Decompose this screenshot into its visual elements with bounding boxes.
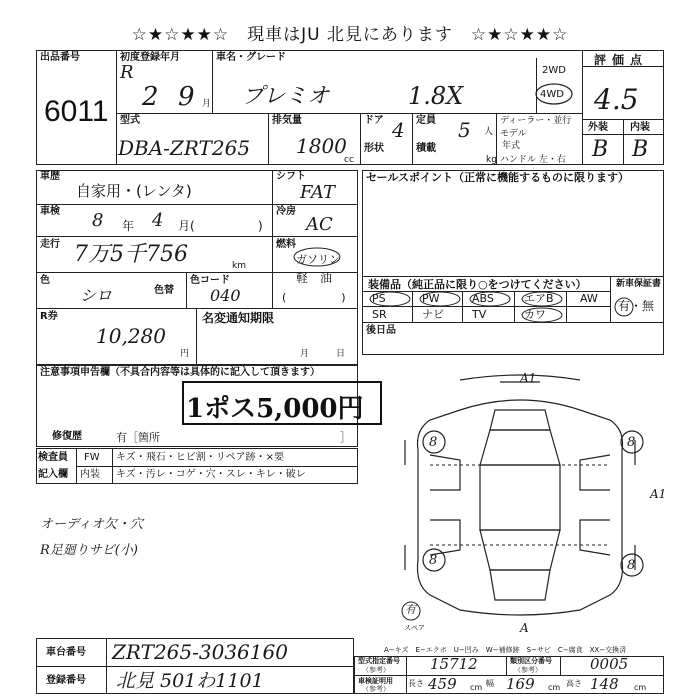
diagram-eight-fl: 8 [429, 435, 438, 450]
recycle-label: R券 [40, 311, 58, 322]
class-label: 類別区分番号 [510, 657, 552, 665]
inspector-label-2: 記入欄 [38, 469, 68, 480]
katashiki-label: 型式 [120, 115, 140, 126]
lot-number: 6011 [44, 95, 109, 128]
equipment-item: エアB [524, 292, 554, 305]
height-unit: cm [634, 683, 647, 692]
notes-stamp: 1ポス5,000円 [186, 394, 364, 424]
equipment-item: PW [422, 292, 440, 305]
type-sub: （参考） [362, 666, 390, 674]
color-change-label: 色替 [154, 285, 174, 296]
capacity-unit: 人 [484, 127, 494, 137]
int-score: B [632, 137, 649, 162]
drive-2wd: 2WD [542, 65, 566, 76]
first-reg-label: 初度登録年月 [120, 52, 180, 63]
header-banner: ☆★☆★★☆ 現車はJU 北見にあります ☆★☆★★☆ [131, 25, 569, 45]
score-value: 4.5 [594, 83, 639, 116]
diagram-eight-fr: 8 [627, 435, 636, 450]
width-unit: cm [548, 683, 561, 692]
mileage-unit: km [232, 261, 246, 271]
remark-line-1: オーディオ欠・穴 [40, 517, 143, 532]
name-change-day: 日 [336, 349, 346, 359]
ac-value: AC [306, 214, 333, 235]
len-unit: cm [470, 683, 483, 692]
diagram-eight-rr: 8 [627, 558, 636, 573]
equipment-item: AW [580, 292, 598, 305]
displacement-label: 排気量 [272, 115, 302, 126]
height-label: 高さ [566, 679, 582, 688]
type-value: 15712 [430, 655, 478, 673]
diagram-a-bottom: A [520, 621, 529, 635]
repair-value: 有［箇所 [116, 431, 160, 444]
repair-label: 修復歴 [52, 431, 82, 442]
ac-label: 冷房 [276, 206, 296, 217]
shape-label: 形状 [364, 143, 384, 154]
score-label: 評価点 [594, 53, 649, 67]
first-reg-era: R [120, 62, 134, 83]
notes-label: 注意事項申告欄（不具合内容等は具体的に記入して頂きます） [40, 367, 320, 378]
warranty-circle [612, 296, 636, 318]
mileage-label: 走行 [40, 239, 60, 250]
equipment-label: 装備品（純正品に限り○をつけてください） [368, 278, 587, 291]
remark-line-2: R足廻りサビ(小) [40, 543, 138, 558]
legend-text: A−キズ E−エクボ U−凹み W−補修跡 S−サビ C−腐食 XX−交換済 [384, 646, 627, 654]
diagram-a1-top: A1 [520, 371, 537, 385]
doors-value: 4 [392, 118, 405, 142]
spare-value: 有 [405, 603, 416, 616]
first-reg-year: 2 [142, 82, 159, 112]
fuel-label: 燃料 [276, 239, 296, 250]
handle-label: ハンドル 左・右 [500, 155, 566, 165]
dealer-label: ディーラー・並行 [500, 116, 572, 126]
lot-label: 出品番号 [40, 52, 80, 63]
inspection-month: 4 [152, 210, 164, 231]
cert-sub: （参考） [362, 685, 390, 693]
int-items: キズ・汚レ・コゲ・穴・スレ・キレ・破レ [116, 469, 306, 480]
mileage-value: 7万5千756 [74, 242, 188, 267]
model-grade: 1.8X [408, 82, 464, 110]
drive-4wd: 4WD [540, 89, 564, 100]
equipment-circle [468, 291, 512, 307]
chassis-label: 車台番号 [46, 647, 86, 658]
equipment-circle [368, 291, 412, 307]
inspector-label-1: 検査員 [38, 452, 68, 463]
chassis-value: ZRT265-3036160 [112, 640, 288, 664]
class-sub: （参考） [514, 666, 542, 674]
warranty-value: 有・無 [618, 299, 655, 313]
ext-label: 外装 [588, 122, 608, 133]
fuel-gasoline-circle [292, 246, 342, 268]
model-label-2: モデル [500, 129, 527, 139]
fw-items: キズ・飛石・ヒビ割・リペア跡・×要 [116, 452, 284, 463]
width-label: 幅 [486, 679, 494, 688]
history-label: 車歴 [40, 171, 60, 182]
color-code: 040 [210, 286, 241, 305]
sales-label: セールスポイント（正常に機能するものに限ります） [366, 171, 630, 184]
int-items-label: 内装 [80, 469, 100, 480]
equipment-item: SR [372, 308, 387, 321]
equipment-item: TV [472, 308, 487, 321]
cargo-label: 積載 [416, 143, 436, 154]
fw-label: FW [84, 452, 100, 463]
equipment-circle [418, 291, 462, 307]
ext-score: B [592, 137, 609, 162]
fuel-paren: ( ) [282, 291, 346, 304]
color-value: シロ [80, 286, 113, 305]
spare-label: スペア [404, 624, 425, 632]
model-label: 車名・グレード [216, 52, 286, 63]
name-change-month: 月 [300, 349, 310, 359]
equipment-circle [520, 291, 564, 307]
color-label: 色 [40, 275, 50, 286]
inspection-end: ) [258, 219, 263, 233]
reg-value: 北見 501わ1101 [116, 670, 264, 692]
equipment-circle [520, 307, 564, 323]
int-label: 内装 [630, 122, 650, 133]
cert-label: 車検証明用 [358, 677, 393, 685]
first-reg-month: 9 [178, 82, 195, 112]
height-value: 148 [590, 675, 619, 693]
diagram-a1-side: A1 [650, 487, 667, 501]
equipment-item: PS [372, 292, 386, 305]
inspection-year-unit: 年 [122, 219, 135, 233]
shift-value: FAT [300, 182, 335, 203]
len-label: 長さ [408, 679, 424, 688]
recycle-unit: 円 [180, 349, 190, 359]
katashiki-value: DBA-ZRT265 [118, 136, 251, 160]
first-reg-month-unit: 月 [202, 99, 212, 109]
car-diagram [400, 370, 690, 640]
color-code-label: 色コード [190, 275, 230, 286]
inspection-month-unit: 月( [178, 219, 195, 233]
width-value: 169 [506, 675, 535, 693]
diagram-eight-rl: 8 [429, 553, 438, 568]
model-name: プレミオ [242, 84, 330, 109]
drive-4wd-circle [534, 82, 574, 106]
equipment-item: ABS [472, 292, 494, 305]
displacement-unit: cc [344, 155, 354, 165]
inspection-year: 8 [92, 210, 104, 231]
recycle-value: 10,280 [96, 324, 166, 348]
warranty-label: 新車保証書 [616, 279, 662, 289]
len-value: 459 [428, 675, 457, 693]
displacement-value: 1800 [296, 134, 347, 158]
inspection-label: 車検 [40, 206, 60, 217]
reg-label: 登録番号 [46, 675, 86, 686]
sales-frame [362, 170, 664, 355]
capacity-value: 5 [458, 118, 471, 142]
equipment-item: カワ [524, 308, 546, 321]
history-value: 自家用・(レンタ) [76, 182, 192, 200]
fuel-gasoline: ガソリン [296, 253, 340, 266]
type-label: 型式指定番号 [358, 657, 400, 665]
rear-seat-label: 後日品 [366, 325, 396, 336]
doors-label: ドア [364, 115, 384, 126]
fuel-diesel: 軽 油 [296, 271, 333, 285]
shift-label: シフト [276, 171, 306, 182]
equipment-item: ナビ [422, 308, 444, 321]
cargo-unit: kg [486, 155, 497, 165]
class-value: 0005 [590, 655, 629, 673]
name-change-label: 名変通知期限 [202, 311, 275, 325]
capacity-label: 定員 [416, 115, 436, 126]
repair-end: ］ [340, 431, 351, 444]
model-year-label: 年式 [502, 141, 521, 151]
